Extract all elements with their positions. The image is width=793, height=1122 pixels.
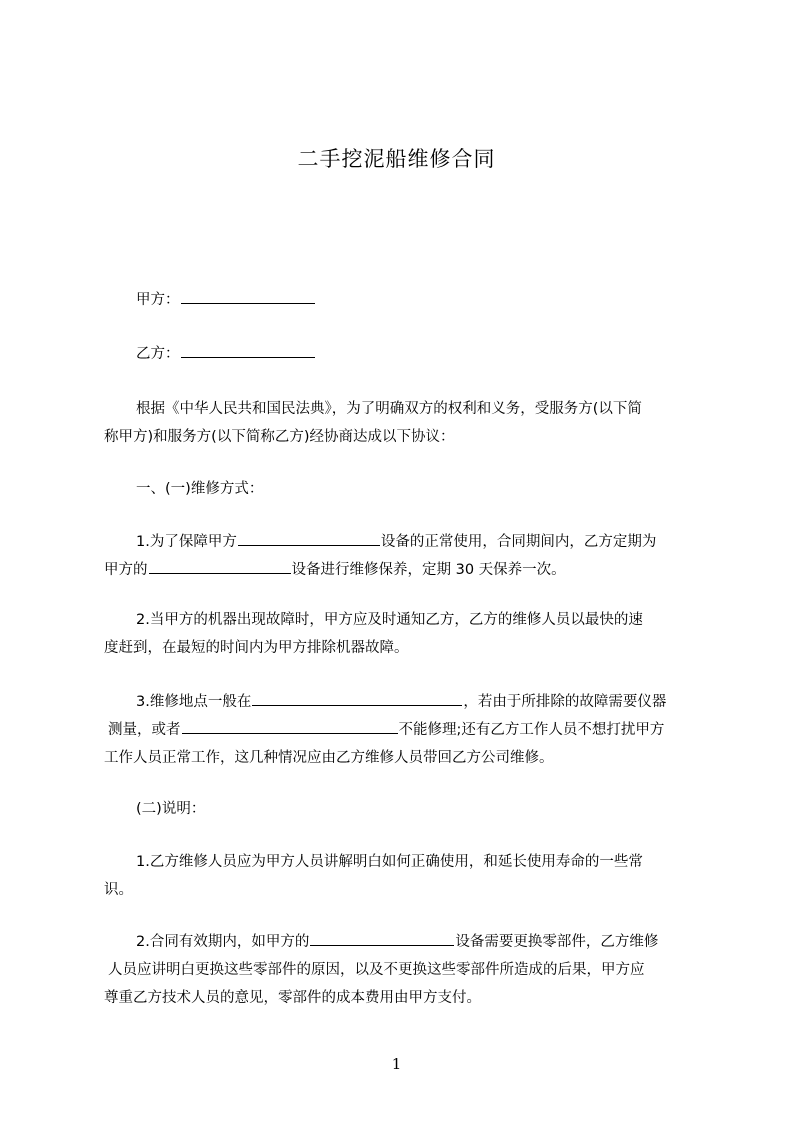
item3-blank-2 — [182, 718, 398, 734]
party-b-label: 乙方： — [136, 346, 180, 362]
item1-blank-2 — [149, 558, 291, 574]
item1-blank-1 — [238, 530, 380, 546]
party-b-line — [104, 340, 736, 368]
item3-text-c: 测量，或者 — [108, 722, 181, 738]
item3-line-2 — [104, 716, 708, 744]
item1-line-2 — [104, 556, 704, 584]
note2-line-2: 人员应讲明白更换这些零部件的原因，以及不更换这些零部件所造成的后果，甲方应 — [108, 962, 645, 978]
note2-line-3: 尊重乙方技术人员的意见，零部件的成本费用由甲方支付。 — [104, 990, 481, 1006]
item1-text-c: 甲方的 — [104, 562, 148, 578]
note1-line-1: 1.乙方维修人员应为甲方人员讲解明白如何正确使用，和延长使用寿命的一些常 — [136, 854, 643, 870]
item3-text-a: 3.维修地点一般在 — [136, 694, 252, 710]
intro-line-1: 根据《中华人民共和国民法典》，为了明确双方的权利和义务，受服务方(以下简 — [136, 401, 642, 417]
section1-heading: 一、(一)维修方式： — [136, 481, 264, 497]
intro-line-2: 称甲方)和服务方(以下简称乙方)经协商达成以下协议： — [104, 429, 455, 445]
item1-text-b: 设备的正常使用，合同期间内，乙方定期为 — [380, 534, 657, 550]
item2-line-1: 2.当甲方的机器出现故障时，甲方应及时通知乙方，乙方的维修人员以最快的速 — [136, 612, 643, 628]
note2-text-b: 设备需要更换零部件，乙方维修 — [455, 934, 659, 950]
note1-line-2: 识。 — [104, 882, 133, 898]
party-a-blank — [181, 288, 315, 304]
note2-text-a: 2.合同有效期内，如甲方的 — [136, 934, 310, 950]
item3-blank-1 — [252, 690, 462, 706]
party-a-label: 甲方： — [136, 292, 180, 308]
page-number: 1 — [391, 1055, 402, 1073]
item2-line-2: 度赶到，在最短的时间内为甲方排除机器故障。 — [104, 640, 409, 656]
item3-line-1 — [104, 688, 736, 716]
item1-line-1 — [104, 528, 736, 556]
item3-line-3: 工作人员正常工作，这几种情况应由乙方维修人员带回乙方公司维修。 — [104, 750, 554, 766]
item1-text-d: 设备进行维修保养，定期 30 天保养一次。 — [291, 562, 566, 578]
note2-blank — [310, 930, 454, 946]
section2-heading: (二)说明： — [136, 801, 206, 817]
note2-line-1 — [104, 928, 736, 956]
party-a-line — [104, 286, 736, 314]
item3-text-d: 不能修理;还有乙方工作人员不想打扰甲方 — [398, 722, 665, 738]
party-b-blank — [181, 342, 315, 358]
item1-text-a: 1.为了保障甲方 — [136, 534, 237, 550]
item3-text-b: ，若由于所排除的故障需要仪器 — [463, 694, 667, 710]
document-title: 二手挖泥船维修合同 — [297, 147, 496, 171]
